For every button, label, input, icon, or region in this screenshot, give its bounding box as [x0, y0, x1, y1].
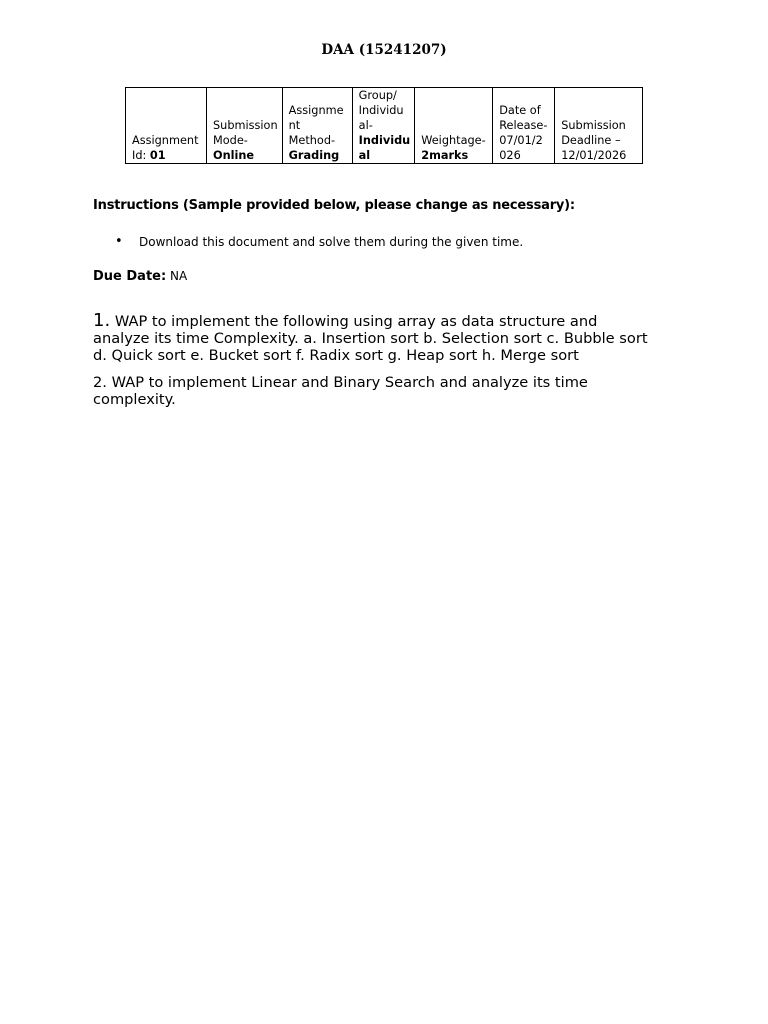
question-2	[93, 374, 658, 408]
submission-deadline-label: Submission Deadline –	[561, 119, 626, 147]
weightage-label: Weightage-	[421, 134, 486, 147]
question-number: 2.	[93, 374, 107, 391]
submission-deadline-cell	[555, 88, 643, 164]
document-title: DAA (15241207)	[321, 42, 447, 58]
group-label: Group/ Individu al-	[358, 89, 404, 132]
table-row	[126, 88, 643, 164]
assignment-info-table	[125, 87, 643, 164]
question-1	[93, 312, 658, 364]
instruction-text: Download this document and solve them during the given time.	[139, 235, 524, 249]
question-text: WAP to implement the following using array as data structure and analyze its time Complexity. a. Insertion sort b. Selection sort c. Bubble sort d. Quick sort e. Bucket sort f. Radix sort g. Heap sort h. Merge sort	[93, 313, 648, 364]
weightage-cell	[415, 88, 493, 164]
due-date-value: NA	[170, 269, 188, 283]
release-date-cell	[493, 88, 555, 164]
question-number: 1.	[93, 310, 111, 331]
submission-mode-value: Online	[213, 149, 255, 162]
weightage-value: 2marks	[421, 149, 469, 162]
group-value: Individu al	[358, 134, 411, 162]
list-item	[93, 233, 523, 251]
assignment-method-cell	[282, 88, 352, 164]
assignment-method-value: Grading	[288, 149, 340, 162]
group-cell	[352, 88, 415, 164]
instructions-heading: Instructions (Sample provided below, please change as necessary):	[93, 198, 575, 213]
assignment-id-value: 01	[149, 149, 166, 162]
question-text: WAP to implement Linear and Binary Search and analyze its time complexity.	[93, 374, 588, 408]
submission-deadline-value: 12/01/2026	[561, 149, 627, 162]
submission-mode-cell	[207, 88, 283, 164]
assignment-id-label: Assignment Id:	[132, 134, 199, 162]
due-date-label: Due Date:	[93, 269, 167, 284]
release-date-label: Date of Release-	[499, 104, 548, 132]
submission-mode-label: Submission Mode-	[213, 119, 278, 147]
due-date	[93, 269, 187, 284]
release-date-value: 07/01/2 026	[499, 134, 543, 162]
instructions-list	[93, 233, 523, 251]
assignment-method-label: Assignme nt Method-	[288, 104, 344, 147]
assignment-id-cell	[126, 88, 207, 164]
bullet-icon: •	[115, 234, 123, 249]
